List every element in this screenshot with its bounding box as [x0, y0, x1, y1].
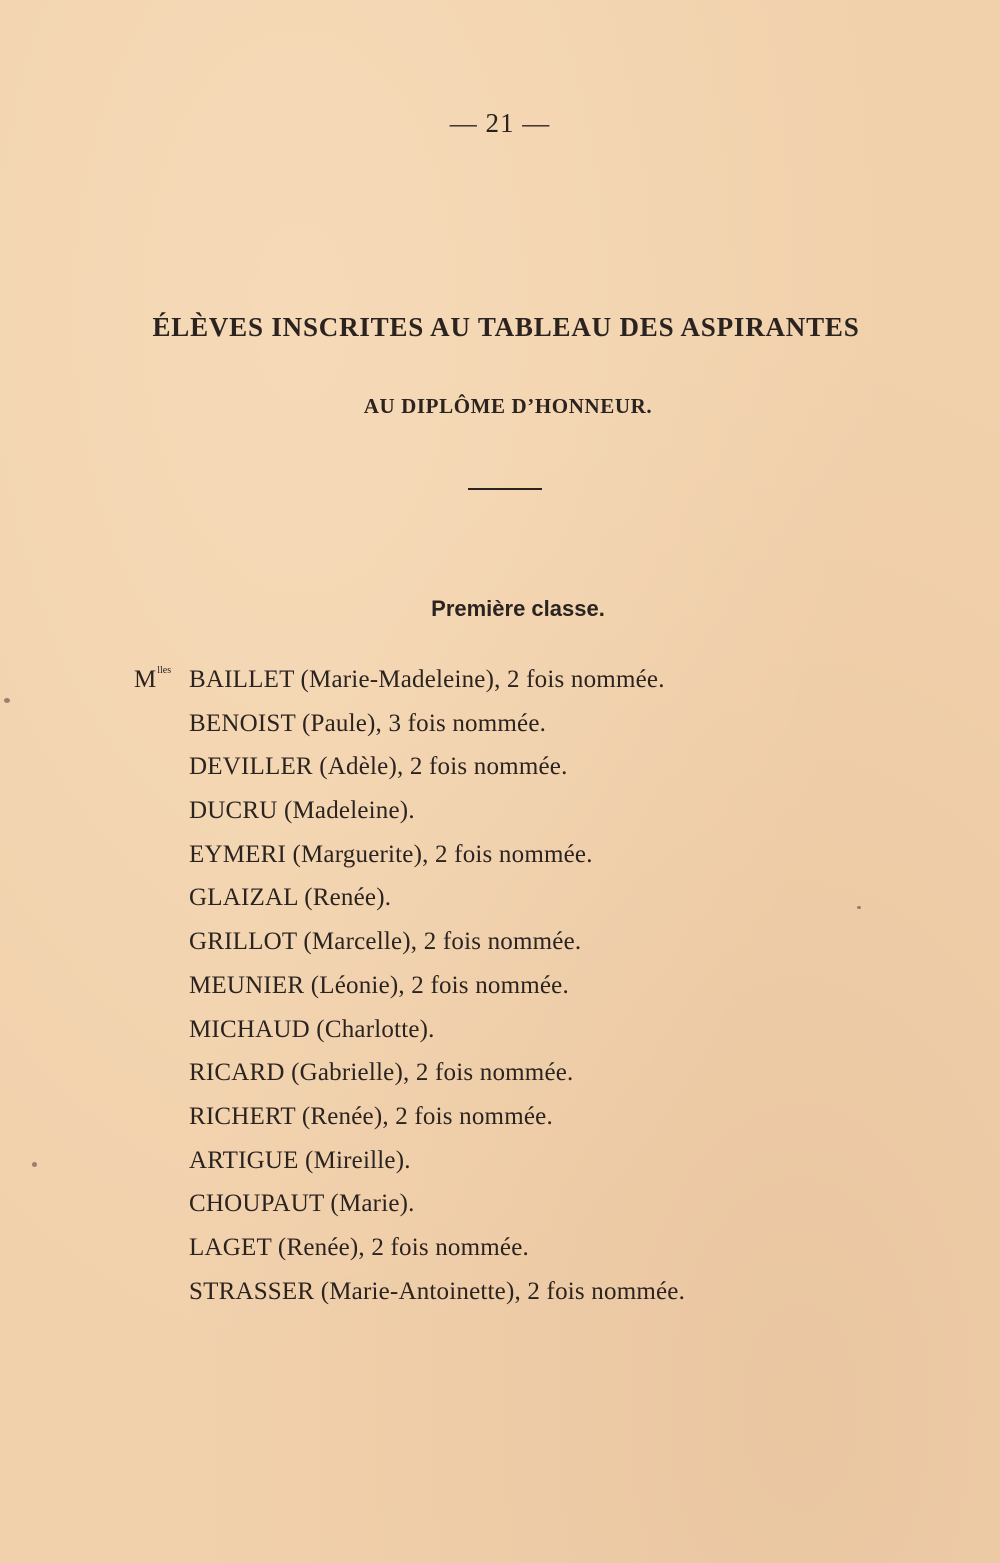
paper-speck: [4, 698, 10, 703]
title-line-2: AU DIPLÔME D’HONNEUR.: [363, 394, 653, 418]
list-item: GRILLOT (Marcelle), 2 fois nommée.: [189, 928, 582, 956]
title-line-1: ÉLÈVES INSCRITES AU TABLEAU DES ASPIRANTES: [152, 312, 860, 342]
list-item: MICHAUD (Charlotte).: [189, 1015, 435, 1043]
paper-speck: [32, 1162, 37, 1167]
student-list: [189, 663, 685, 1318]
section-heading: Première classe.: [431, 596, 605, 621]
list-item: GLAIZAL (Renée).: [189, 884, 392, 912]
list-item: STRASSER (Marie-Antoinette), 2 fois nommée.: [189, 1277, 686, 1305]
list-item: BENOIST (Paule), 3 fois nommée.: [189, 709, 547, 737]
honorific-prefix-letter: M: [134, 666, 157, 693]
list-item: DUCRU (Madeleine).: [189, 797, 415, 825]
list-item: RICHERT (Renée), 2 fois nommée.: [189, 1102, 553, 1130]
list-item: CHOUPAUT (Marie).: [189, 1190, 415, 1218]
list-item: RICARD (Gabrielle), 2 fois nommée.: [189, 1059, 574, 1087]
list-item: LAGET (Renée), 2 fois nommée.: [189, 1233, 529, 1261]
paper-speck: [857, 906, 861, 909]
list-item: MEUNIER (Léonie), 2 fois nommée.: [189, 971, 569, 999]
list-item: BAILLET (Marie-Madeleine), 2 fois nommée.: [189, 666, 665, 693]
list-item: EYMERI (Marguerite), 2 fois nommée.: [189, 840, 593, 868]
honorific-prefix: [134, 665, 171, 694]
title-divider: [468, 488, 542, 490]
list-item: DEVILLER (Adèle), 2 fois nommée.: [189, 753, 568, 781]
list-item: ARTIGUE (Mireille).: [189, 1146, 411, 1174]
page-number: — 21 —: [449, 108, 551, 138]
honorific-prefix-superscript: lles: [157, 665, 172, 676]
